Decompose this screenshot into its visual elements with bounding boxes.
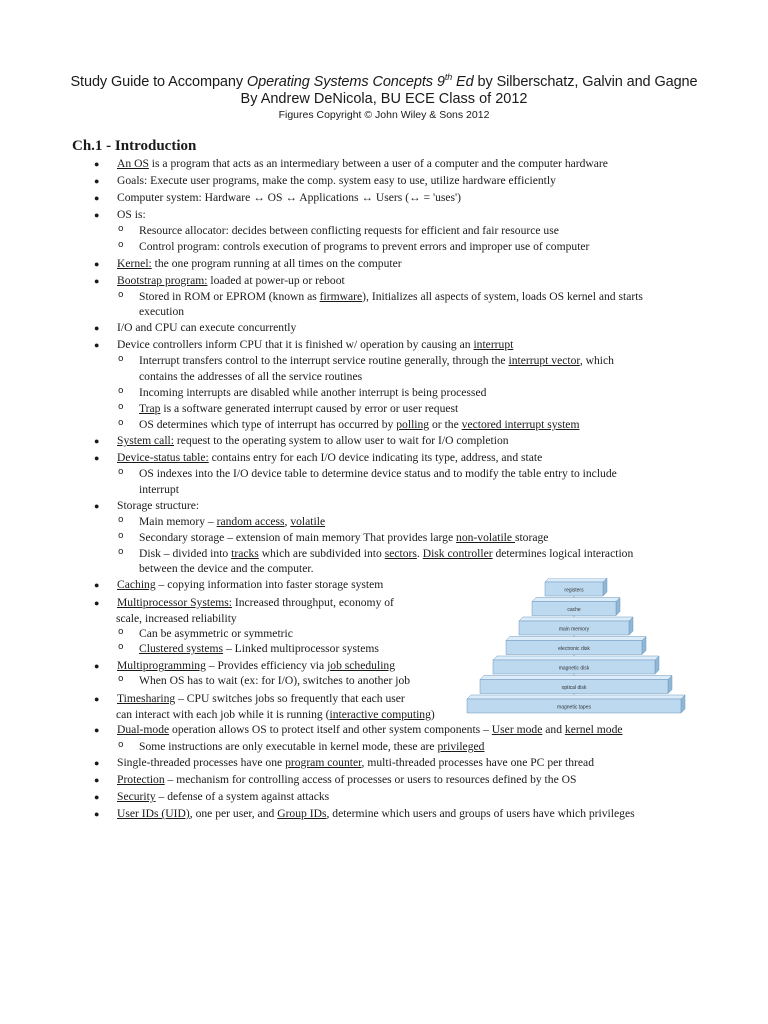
note-line [117, 157, 608, 171]
term: polling [396, 418, 430, 431]
note-line [116, 612, 237, 626]
note-line [139, 224, 559, 238]
term: User IDs (UID) [117, 807, 190, 820]
term: Device-status table: [117, 451, 209, 464]
term: Clustered systems [139, 642, 224, 655]
text: , multi-threaded processes have one PC per thread [361, 756, 594, 769]
note-line [117, 756, 594, 770]
text: Control program: controls execution of programs to prevent errors and improper use of computer [139, 240, 590, 253]
hierarchy-level-label: registers [564, 587, 584, 594]
text: Resource allocator: decides between conflicting requests for efficient and fair resource use [139, 224, 559, 237]
sub-bullet-marker: o [118, 418, 124, 428]
title-prefix: Study Guide to Accompany [70, 73, 247, 90]
sub-bullet-marker: o [118, 531, 124, 541]
text: operation allows OS to protect itself and other system components – [169, 723, 492, 736]
title-authors: by Silberschatz, Galvin and Gagne [473, 73, 698, 90]
bullet-marker: ● [94, 775, 100, 785]
text: . [416, 547, 423, 560]
term: interrupt vector [508, 354, 580, 367]
text: contains entry for each I/O device indicating its type, address, and state [208, 451, 543, 464]
text: Some instructions are only executable in kernel mode, these are [139, 740, 438, 753]
term: program counter [285, 756, 362, 769]
text: – defense of a system against attacks [155, 790, 330, 803]
text: the one program running at all times on the computer [151, 257, 402, 270]
bullet-marker: ● [94, 193, 100, 203]
term: interrupt [473, 338, 514, 351]
note-line [139, 674, 410, 688]
chapter-heading: Ch.1 - Introduction [72, 138, 197, 154]
term: volatile [290, 515, 326, 528]
note-line [139, 370, 362, 384]
term: interactive computing [329, 708, 431, 721]
sub-bullet-marker: o [118, 515, 124, 525]
bullet-marker: ● [94, 501, 100, 511]
note-line [139, 467, 617, 481]
text: Device controllers inform CPU that it is finished w/ operation by causing an [117, 338, 474, 351]
note-line [117, 499, 199, 513]
text: Goals: Execute user programs, make the comp. system easy to use, utilize hardware efficiently [117, 174, 556, 187]
note-line [117, 174, 556, 188]
term: Trap [139, 402, 161, 415]
text: OS determines which type of interrupt has occurred by [139, 418, 397, 431]
note-line [139, 627, 293, 641]
text: scale, increased reliability [116, 612, 237, 625]
sub-bullet-marker: o [118, 740, 124, 750]
text: Incoming interrupts are disabled while another interrupt is being processed [139, 386, 487, 399]
text: OS indexes into the I/O device table to determine device status and to modify the table entry to include [139, 467, 617, 480]
term: Caching [117, 578, 156, 591]
text: Interrupt transfers control to the interrupt service routine generally, through the [139, 354, 509, 367]
doc-title-line [0, 72, 768, 90]
hierarchy-level-label: optical disk [561, 685, 587, 691]
bullet-marker: ● [94, 598, 100, 608]
note-line [139, 547, 633, 561]
text: storage [514, 531, 549, 544]
sub-bullet-marker: o [118, 547, 124, 557]
note-line [139, 740, 484, 754]
bullet-marker: ● [94, 176, 100, 186]
text: – Linked multiprocessor systems [223, 642, 379, 655]
bullet-marker: ● [94, 809, 100, 819]
book-title: Operating Systems Concepts 9 [246, 73, 445, 90]
note-line [139, 483, 179, 497]
note-line [139, 531, 548, 545]
hierarchy-level-label: electronic disk [558, 646, 590, 652]
bullet-marker: ● [94, 580, 100, 590]
text: Secondary storage – extension of main memory That provides large [139, 531, 457, 544]
text: interrupt [139, 483, 179, 496]
sub-bullet-marker: o [118, 642, 124, 652]
note-line [117, 723, 623, 737]
text: , [284, 515, 291, 528]
note-line [117, 790, 329, 804]
text: between the device and the computer. [139, 562, 314, 575]
note-line [139, 354, 614, 368]
sub-bullet-marker: o [118, 224, 124, 234]
bullet-marker: ● [94, 210, 100, 220]
note-line [139, 290, 643, 304]
text: Can be asymmetric or symmetric [139, 627, 293, 640]
term: Protection [117, 773, 165, 786]
term: vectored interrupt system [461, 418, 580, 431]
note-line [139, 418, 579, 432]
text: is a program that acts as an intermediary between a user of a computer and the computer hardware [148, 157, 608, 170]
note-line [117, 321, 296, 335]
text: Stored in ROM or EPROM (known as [139, 290, 320, 303]
term: firmware [319, 290, 363, 303]
term: Group IDs [277, 807, 327, 820]
text: , one per user, and [189, 807, 278, 820]
text: can interact with each job while it is running ( [116, 708, 330, 721]
hierarchy-level [467, 695, 685, 713]
sub-bullet-marker: o [118, 354, 124, 364]
term: Multiprogramming [117, 659, 206, 672]
hierarchy-level-label: magnetic disk [558, 665, 590, 672]
note-line [117, 208, 146, 222]
term: Disk controller [422, 547, 493, 560]
text: or the [429, 418, 462, 431]
sub-bullet-marker: o [118, 290, 124, 300]
text: Increased throughput, economy of [231, 596, 394, 609]
text: – Provides efficiency via [205, 659, 328, 672]
term: An OS [117, 157, 149, 170]
text: ), Initializes all aspects of system, loads OS kernel and starts [362, 290, 643, 303]
bullet-marker: ● [94, 661, 100, 671]
bullet-marker: ● [94, 792, 100, 802]
sub-bullet-marker: o [118, 627, 124, 637]
note-line [139, 642, 379, 656]
hierarchy-level-label: cache [567, 607, 581, 613]
text: Disk – divided into [139, 547, 232, 560]
text: ) [430, 708, 435, 721]
note-line [139, 402, 458, 416]
text: which are subdivided into [258, 547, 385, 560]
bullet-marker: ● [94, 276, 100, 286]
bullet-marker: ● [94, 453, 100, 463]
edition-suffix: Ed [452, 73, 474, 90]
note-line [117, 578, 383, 592]
text: When OS has to wait (ex: for I/O), switches to another job [139, 674, 411, 687]
bullet-marker: ● [94, 159, 100, 169]
hierarchy-level-label: magnetic tapes [557, 704, 591, 711]
term: sectors [384, 547, 417, 560]
sub-bullet-marker: o [118, 240, 124, 250]
note-line [117, 807, 635, 821]
bullet-marker: ● [94, 436, 100, 446]
hierarchy-level-label: main memory [558, 626, 590, 633]
note-line [117, 692, 405, 706]
text: – copying information into faster storage system [155, 578, 384, 591]
bullet-marker: ● [94, 725, 100, 735]
term: System call: [117, 434, 174, 447]
note-line [117, 451, 542, 465]
sub-bullet-marker: o [118, 402, 124, 412]
note-line [117, 596, 394, 610]
term: Kernel: [117, 257, 152, 270]
storage-hierarchy-figure [462, 578, 692, 718]
sub-bullet-marker: o [118, 386, 124, 396]
term: non-volatile [456, 531, 515, 544]
text: Main memory – [139, 515, 217, 528]
sub-bullet-marker: o [118, 467, 124, 477]
term: Security [117, 790, 156, 803]
term: kernel mode [564, 723, 623, 736]
doc-copyright-line: Figures Copyright © John Wiley & Sons 2012 [278, 109, 490, 121]
text: I/O and CPU can execute concurrently [117, 321, 297, 334]
text: loaded at power-up or reboot [207, 274, 345, 287]
note-line [139, 515, 325, 529]
text: Computer system: Hardware ↔ OS ↔ Applications ↔ Users (↔ = 'uses') [117, 191, 461, 204]
text: Single-threaded processes have one [117, 756, 286, 769]
bullet-marker: ● [94, 323, 100, 333]
bullet-marker: ● [94, 340, 100, 350]
text: , which [579, 354, 614, 367]
note-line [116, 708, 435, 722]
term: Timesharing [117, 692, 176, 705]
text: and [542, 723, 565, 736]
text: – CPU switches jobs so frequently that each user [175, 692, 405, 705]
term: Multiprocessor Systems: [117, 596, 232, 609]
text: OS is: [117, 208, 146, 221]
doc-author-line: By Andrew DeNicola, BU ECE Class of 2012 [240, 91, 528, 107]
text: request to the operating system to allow user to wait for I/O completion [174, 434, 509, 447]
note-line [139, 562, 313, 576]
note-line [139, 305, 184, 319]
text: Storage structure: [117, 499, 200, 512]
term: privileged [437, 740, 485, 753]
text: is a software generated interrupt caused by error or user request [160, 402, 459, 415]
note-line [139, 240, 589, 254]
term: tracks [231, 547, 259, 560]
edition-sup: th [444, 72, 453, 82]
text: – mechanism for controlling access of processes or users to resources defined by the OS [164, 773, 577, 786]
note-line [117, 434, 509, 448]
text: execution [139, 305, 185, 318]
note-line [139, 386, 486, 400]
bullet-marker: ● [94, 259, 100, 269]
note-line [117, 257, 402, 271]
note-line [117, 274, 345, 288]
term: Dual-mode [117, 723, 170, 736]
note-line [117, 191, 461, 205]
note-line [117, 659, 395, 673]
text: , determine which users and groups of users have which privileges [326, 807, 635, 820]
note-line [117, 338, 513, 352]
bullet-marker: ● [94, 758, 100, 768]
note-line [117, 773, 576, 787]
bullet-marker: ● [94, 694, 100, 704]
term: Bootstrap program: [117, 274, 208, 287]
term: job scheduling [327, 659, 396, 672]
term: random access [216, 515, 285, 528]
text: contains the addresses of all the service routines [139, 370, 363, 383]
term: User mode [491, 723, 543, 736]
text: determines logical interaction [492, 547, 634, 560]
sub-bullet-marker: o [118, 674, 124, 684]
